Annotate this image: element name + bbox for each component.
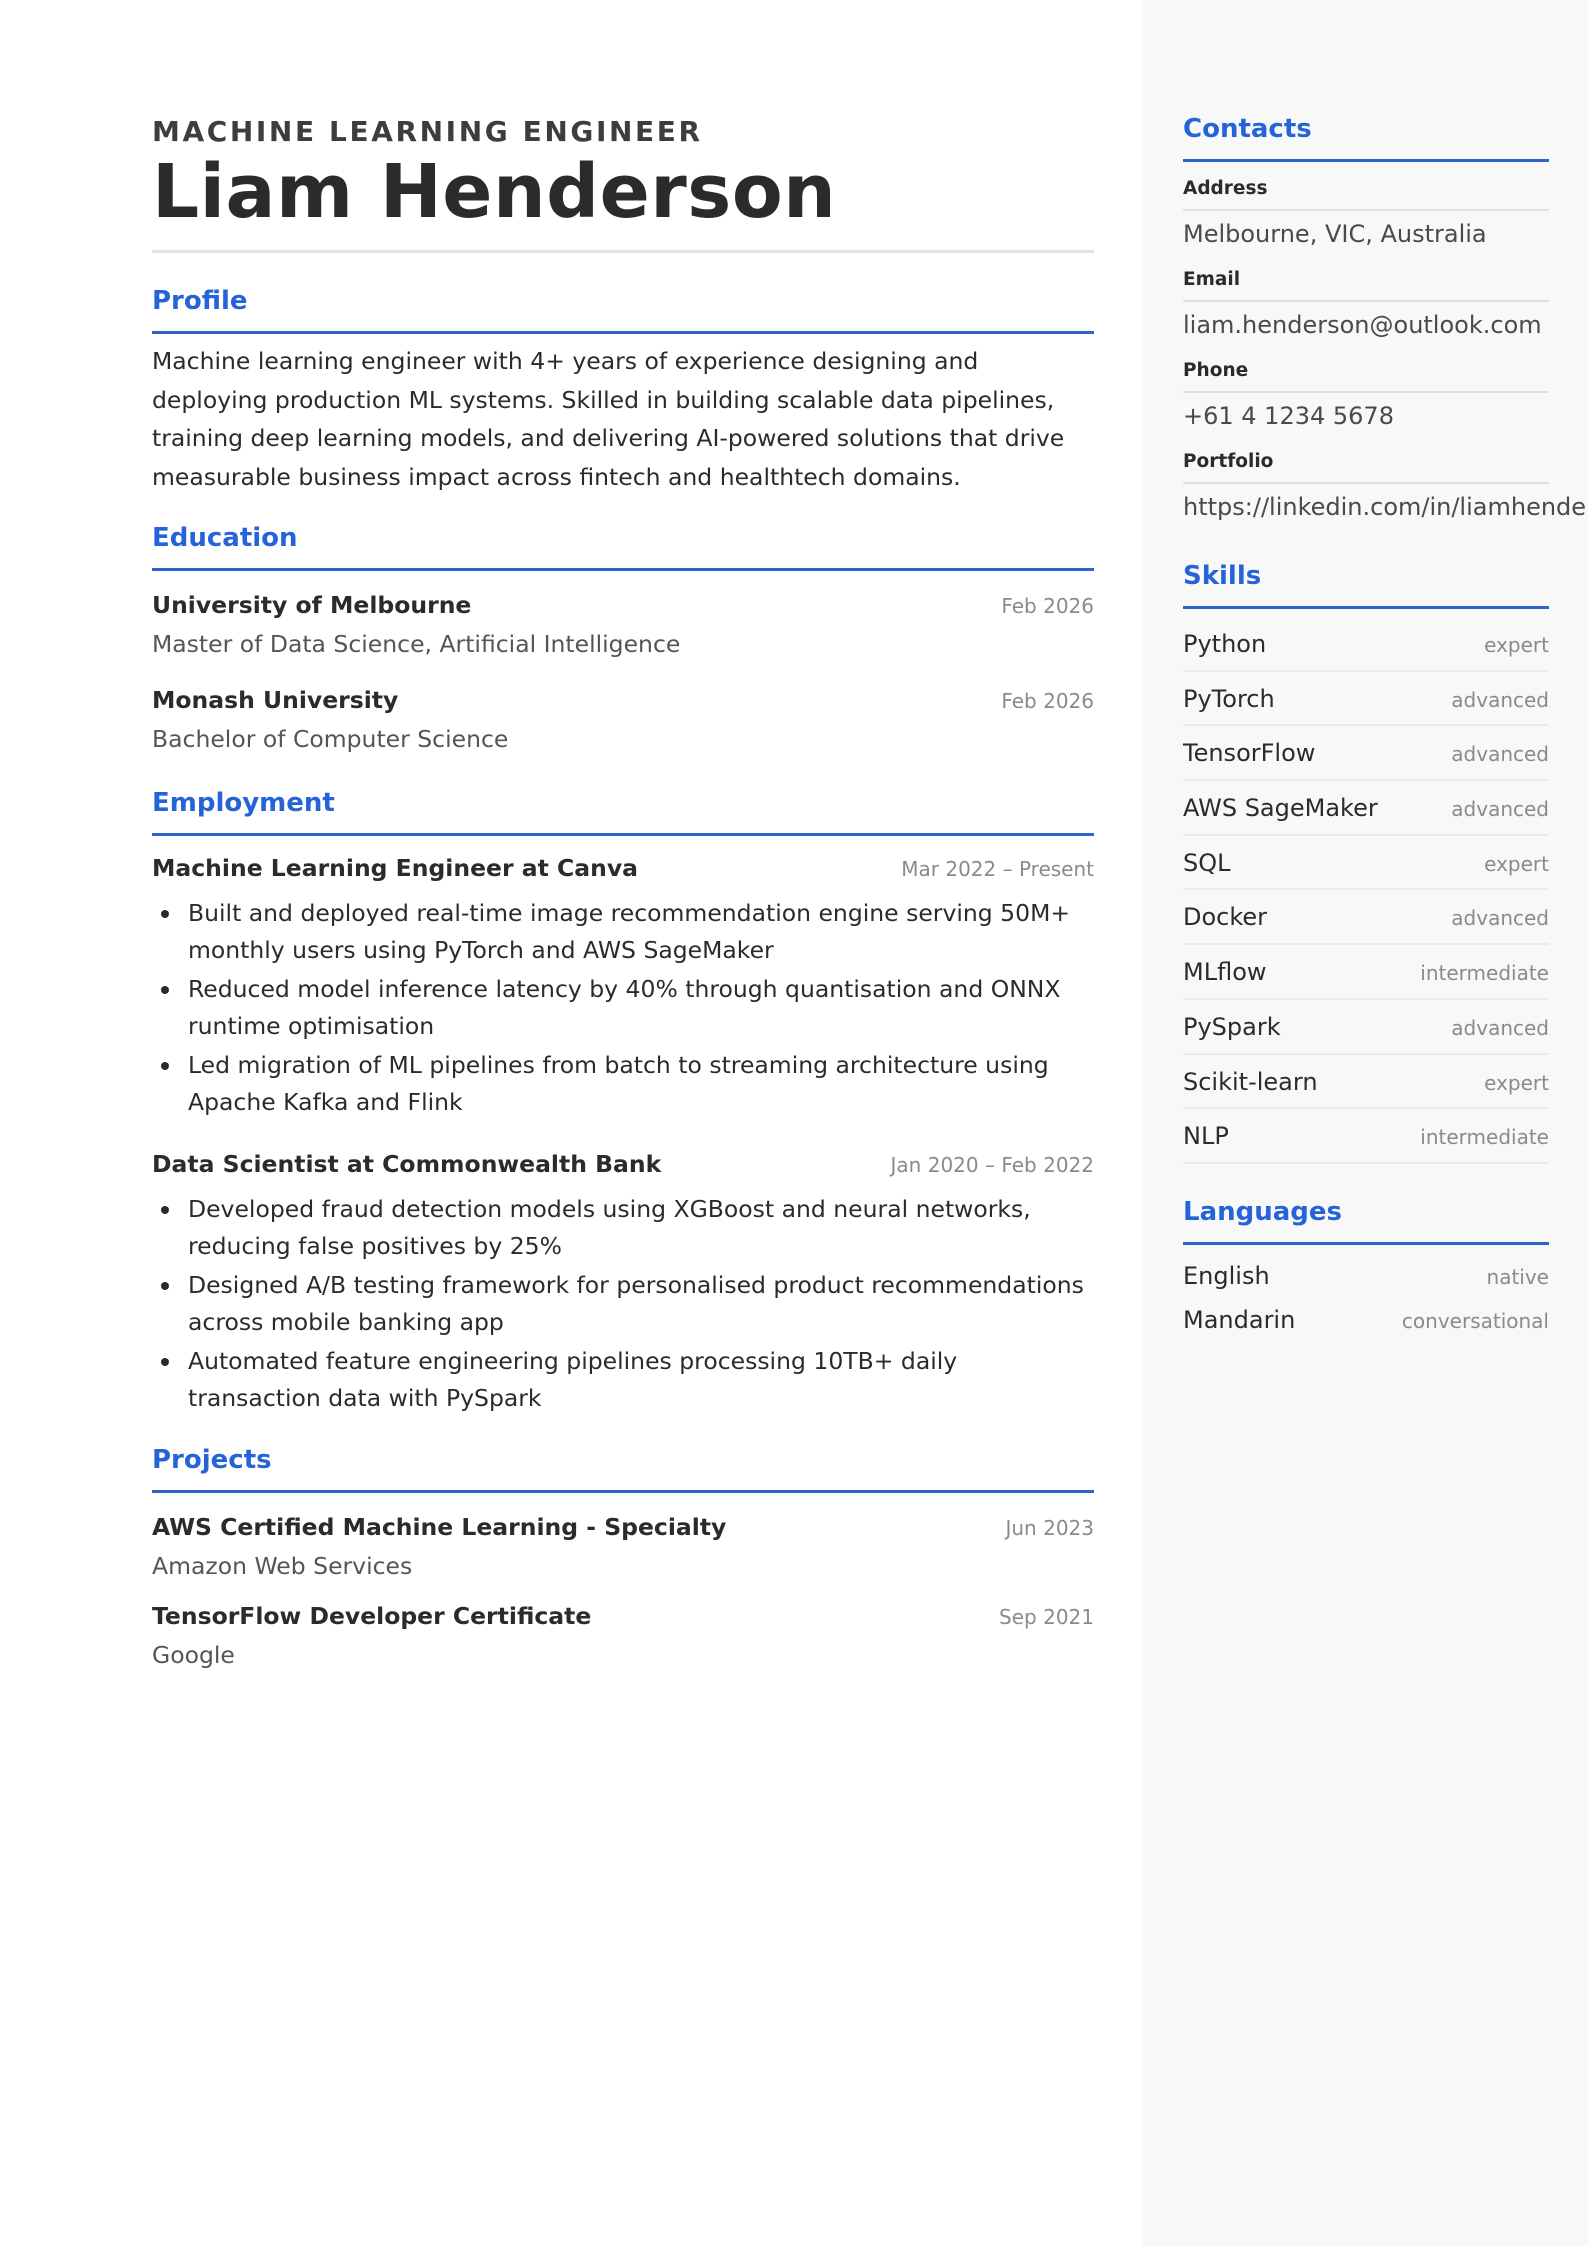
skill-row bbox=[1183, 945, 1549, 1000]
bullet-icon bbox=[161, 1206, 169, 1214]
contact-label-portfolio: Portfolio bbox=[1183, 433, 1549, 484]
skill-name: SQL bbox=[1183, 848, 1231, 877]
skill-row bbox=[1183, 890, 1549, 945]
bullet-item: Developed fraud detection models using XGBoost and neural networks, reducing false positives by 25% bbox=[152, 1191, 1094, 1264]
entry-subtitle: Amazon Web Services bbox=[152, 1552, 413, 1581]
language-name: Mandarin bbox=[1183, 1305, 1296, 1334]
languages-section bbox=[1183, 1194, 1548, 1347]
education-entry bbox=[152, 682, 1094, 757]
skill-name: Scikit-learn bbox=[1183, 1067, 1318, 1096]
bullet-icon bbox=[161, 1062, 169, 1070]
language-row bbox=[1183, 1259, 1549, 1303]
section-rule bbox=[1183, 1242, 1549, 1245]
skill-name: MLflow bbox=[1183, 958, 1267, 987]
entry-date: Mar 2022 – Present bbox=[901, 857, 1094, 882]
entry-subtitle: Bachelor of Computer Science bbox=[152, 725, 509, 754]
bullet-item: Reduced model inference latency by 40% through quantisation and ONNX runtime optimisation bbox=[152, 971, 1094, 1044]
skill-row bbox=[1183, 836, 1549, 891]
skill-level: intermediate bbox=[1420, 961, 1549, 986]
bullet-list bbox=[152, 895, 1094, 1120]
language-row bbox=[1183, 1303, 1549, 1347]
education-section bbox=[152, 520, 1094, 757]
entry-title: AWS Certified Machine Learning - Specialty bbox=[152, 1513, 727, 1542]
skill-level: advanced bbox=[1451, 906, 1549, 931]
skill-level: advanced bbox=[1451, 797, 1549, 822]
skill-level: advanced bbox=[1451, 742, 1549, 767]
contacts-section bbox=[1183, 111, 1587, 524]
section-heading-contacts: Contacts bbox=[1183, 114, 1312, 144]
education-entry bbox=[152, 587, 1094, 662]
entry-subtitle: Master of Data Science, Artificial Intelligence bbox=[152, 630, 681, 659]
section-rule bbox=[1183, 606, 1549, 609]
resume-header bbox=[152, 112, 1094, 253]
section-heading-education: Education bbox=[152, 523, 298, 554]
employment-entry bbox=[152, 850, 1094, 1120]
bullet-icon bbox=[161, 986, 169, 994]
bullet-list bbox=[152, 1191, 1094, 1416]
section-heading-languages: Languages bbox=[1183, 1196, 1343, 1227]
section-rule bbox=[152, 833, 1094, 836]
bullet-icon bbox=[161, 910, 169, 918]
bullet-icon bbox=[161, 1282, 169, 1290]
skill-row bbox=[1183, 1055, 1549, 1110]
entry-title: Monash University bbox=[152, 686, 399, 715]
project-entry bbox=[152, 1509, 1094, 1584]
contact-label-phone: Phone bbox=[1183, 342, 1549, 393]
skill-row bbox=[1183, 617, 1549, 672]
section-rule bbox=[152, 331, 1094, 334]
skill-level: intermediate bbox=[1420, 1125, 1549, 1150]
entry-date: Feb 2026 bbox=[1001, 689, 1094, 714]
skill-level: advanced bbox=[1451, 1015, 1549, 1040]
skill-level: expert bbox=[1484, 1070, 1549, 1095]
bullet-item: Built and deployed real-time image recommendation engine serving 50M+ monthly users using PyTorch and AWS SageMaker bbox=[152, 895, 1094, 968]
skill-level: advanced bbox=[1451, 687, 1549, 712]
entry-title: TensorFlow Developer Certificate bbox=[152, 1602, 592, 1631]
language-name: English bbox=[1183, 1261, 1270, 1290]
section-heading-projects: Projects bbox=[152, 1445, 272, 1476]
entry-subtitle: Google bbox=[152, 1641, 235, 1670]
profile-section bbox=[152, 283, 1094, 496]
entry-date: Sep 2021 bbox=[999, 1605, 1094, 1630]
contact-value-address: Melbourne, VIC, Australia bbox=[1183, 220, 1487, 248]
section-heading-skills: Skills bbox=[1183, 561, 1262, 591]
entry-title: Machine Learning Engineer at Canva bbox=[152, 854, 639, 883]
entry-date: Jan 2020 – Feb 2022 bbox=[890, 1153, 1094, 1178]
skill-list bbox=[1183, 617, 1549, 1164]
entry-date: Feb 2026 bbox=[1001, 594, 1094, 619]
language-level: conversational bbox=[1401, 1308, 1549, 1333]
project-entry bbox=[152, 1598, 1094, 1673]
projects-section bbox=[152, 1442, 1094, 1673]
skill-name: AWS SageMaker bbox=[1183, 794, 1378, 823]
skill-name: PySpark bbox=[1183, 1012, 1281, 1041]
skill-row bbox=[1183, 726, 1549, 781]
skill-row bbox=[1183, 1109, 1549, 1164]
entry-title: Data Scientist at Commonwealth Bank bbox=[152, 1150, 662, 1179]
section-rule bbox=[152, 1490, 1094, 1493]
section-heading-employment: Employment bbox=[152, 788, 335, 819]
skill-row bbox=[1183, 672, 1549, 727]
profile-summary: Machine learning engineer with 4+ years of experience designing and deploying production ML systems. Skilled in building scalable data pipelines, training deep learning models, and delivering AI-powered solutions that drive measurable business impact across fintech and healthtech domains. bbox=[152, 347, 1065, 491]
bullet-icon bbox=[161, 1358, 169, 1366]
skill-name: NLP bbox=[1183, 1122, 1229, 1151]
skill-name: Docker bbox=[1183, 903, 1268, 932]
contact-list bbox=[1183, 162, 1587, 524]
entry-date: Jun 2023 bbox=[1005, 1516, 1094, 1541]
skill-row bbox=[1183, 1000, 1549, 1055]
section-heading-profile: Profile bbox=[152, 286, 248, 316]
contact-label-address: Address bbox=[1183, 162, 1549, 211]
bullet-item: Automated feature engineering pipelines processing 10TB+ daily transaction data with PySpark bbox=[152, 1343, 1094, 1416]
skill-name: TensorFlow bbox=[1183, 739, 1316, 768]
skill-name: Python bbox=[1183, 630, 1267, 658]
bullet-item: Designed A/B testing framework for personalised product recommendations across mobile banking app bbox=[152, 1267, 1094, 1340]
language-list bbox=[1183, 1259, 1549, 1347]
contact-value-portfolio[interactable]: https://linkedin.com/in/liamhende bbox=[1183, 493, 1587, 521]
header-divider bbox=[152, 250, 1094, 253]
contact-value-email[interactable]: liam.henderson@outlook.com bbox=[1183, 311, 1542, 339]
contact-label-email: Email bbox=[1183, 251, 1549, 302]
bullet-item: Led migration of ML pipelines from batch to streaming architecture using Apache Kafka and Flink bbox=[152, 1047, 1094, 1120]
employment-entry bbox=[152, 1146, 1094, 1416]
skill-name: PyTorch bbox=[1183, 684, 1275, 713]
contact-value-phone[interactable]: +61 4 1234 5678 bbox=[1183, 402, 1394, 430]
language-level: native bbox=[1486, 1264, 1549, 1289]
skills-section bbox=[1183, 558, 1548, 1164]
skill-level: expert bbox=[1484, 633, 1549, 657]
employment-section bbox=[152, 785, 1094, 1416]
section-rule bbox=[152, 568, 1094, 571]
candidate-name: Liam Henderson bbox=[152, 149, 837, 235]
sidebar bbox=[1142, 0, 1588, 2246]
entry-title: University of Melbourne bbox=[152, 591, 472, 620]
job-title: MACHINE LEARNING ENGINEER bbox=[152, 115, 703, 148]
skill-level: expert bbox=[1484, 851, 1549, 876]
skill-row bbox=[1183, 781, 1549, 836]
